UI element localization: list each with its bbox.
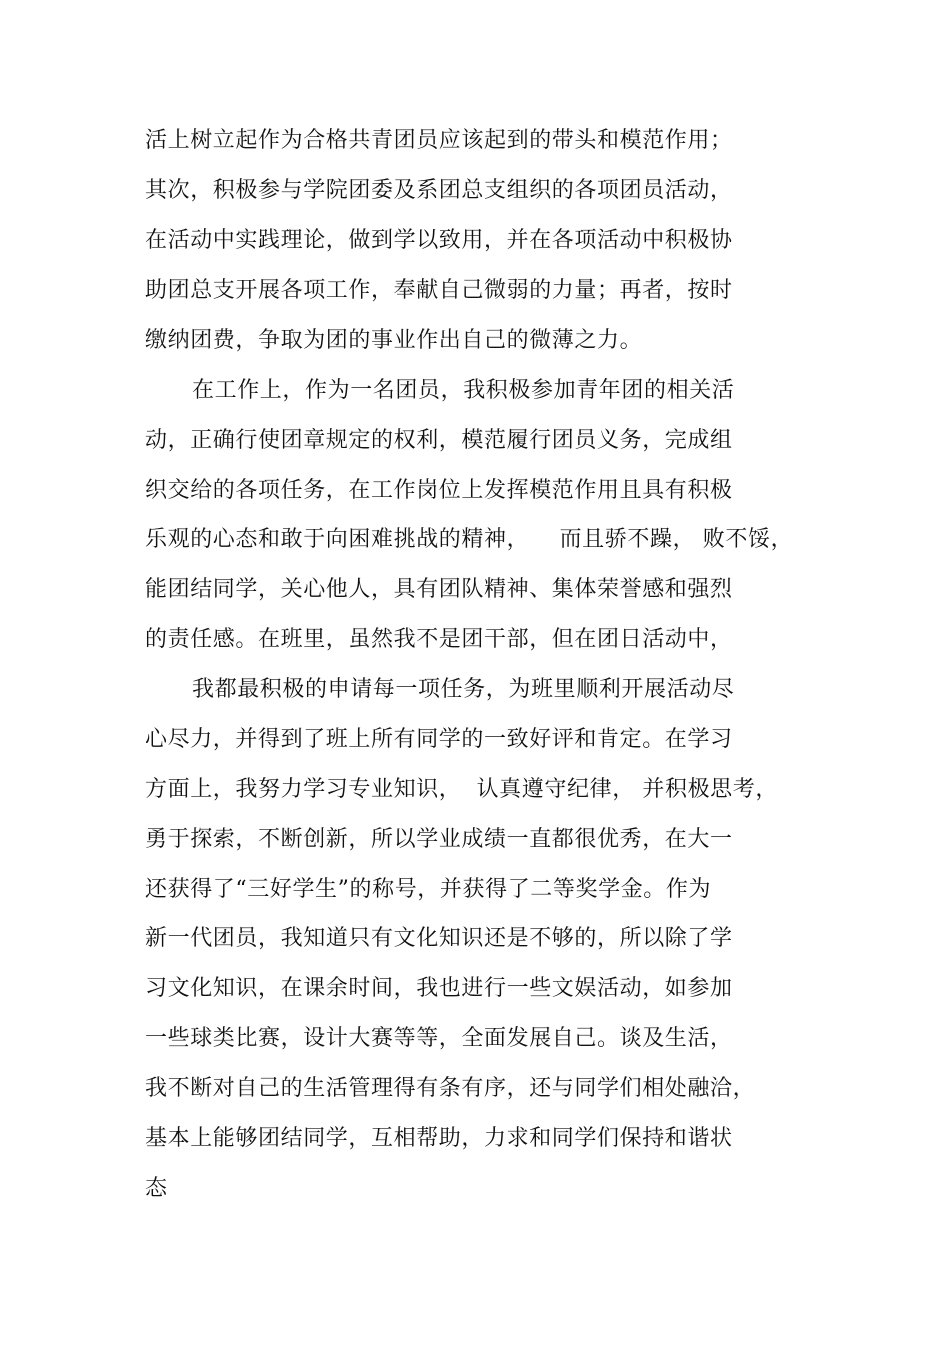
text-line: 在活动中实践理论，做到学以致用，并在各项活动中积极协: [145, 228, 733, 253]
text-line: 的责任感。在班里，虽然我不是团干部，但在团日活动中，: [145, 627, 733, 652]
text-line: 动，正确行使团章规定的权利，模范履行团员义务，完成组: [145, 428, 733, 453]
text-line: 其次，积极参与学院团委及系团总支组织的各项团员活动，: [145, 178, 733, 203]
text-line: 缴纳团费，争取为团的事业作出自己的微薄之力。: [145, 328, 643, 353]
text-line: 一些球类比赛，设计大赛等等，全面发展自己。谈及生活，: [145, 1026, 733, 1051]
text-line: 勇于探索，不断创新，所以学业成绩一直都很优秀，在大一: [145, 827, 733, 852]
text-line: 在工作上，作为一名团员，我积极参加青年团的相关活: [192, 378, 735, 403]
text-line: 助团总支开展各项工作，奉献自己微弱的力量；再者，按时: [145, 278, 733, 303]
text-line: 我不断对自己的生活管理得有条有序，还与同学们相处融洽，: [145, 1076, 756, 1101]
text-line: 习文化知识，在课余时间，我也进行一些文娱活动，如参加: [145, 976, 733, 1001]
text-line: 还获得了“三好学生”的称号，并获得了二等奖学金。作为: [145, 877, 712, 902]
text-line: 织交给的各项任务，在工作岗位上发挥模范作用且具有积极: [145, 478, 733, 503]
text-line: 方面上，我努力学习专业知识， 认真遵守纪律， 并积极思考，: [145, 777, 778, 802]
text-line: 能团结同学，关心他人，具有团队精神、集体荣誉感和强烈: [145, 577, 733, 602]
text-line: 心尽力，并得到了班上所有同学的一致好评和肯定。在学习: [145, 727, 733, 752]
text-line: 我都最积极的申请每一项任务，为班里顺利开展活动尽: [192, 677, 735, 702]
text-line: 新一代团员，我知道只有文化知识还是不够的，所以除了学: [145, 926, 733, 951]
text-line: 基本上能够团结同学，互相帮助，力求和同学们保持和谐状: [145, 1126, 733, 1151]
text-line: 乐观的心态和敢于向困难挑战的精神， 而且骄不躁， 败不馁，: [145, 527, 794, 552]
text-line: 活上树立起作为合格共青团员应该起到的带头和模范作用；: [145, 128, 733, 153]
text-line: 态: [145, 1176, 168, 1201]
